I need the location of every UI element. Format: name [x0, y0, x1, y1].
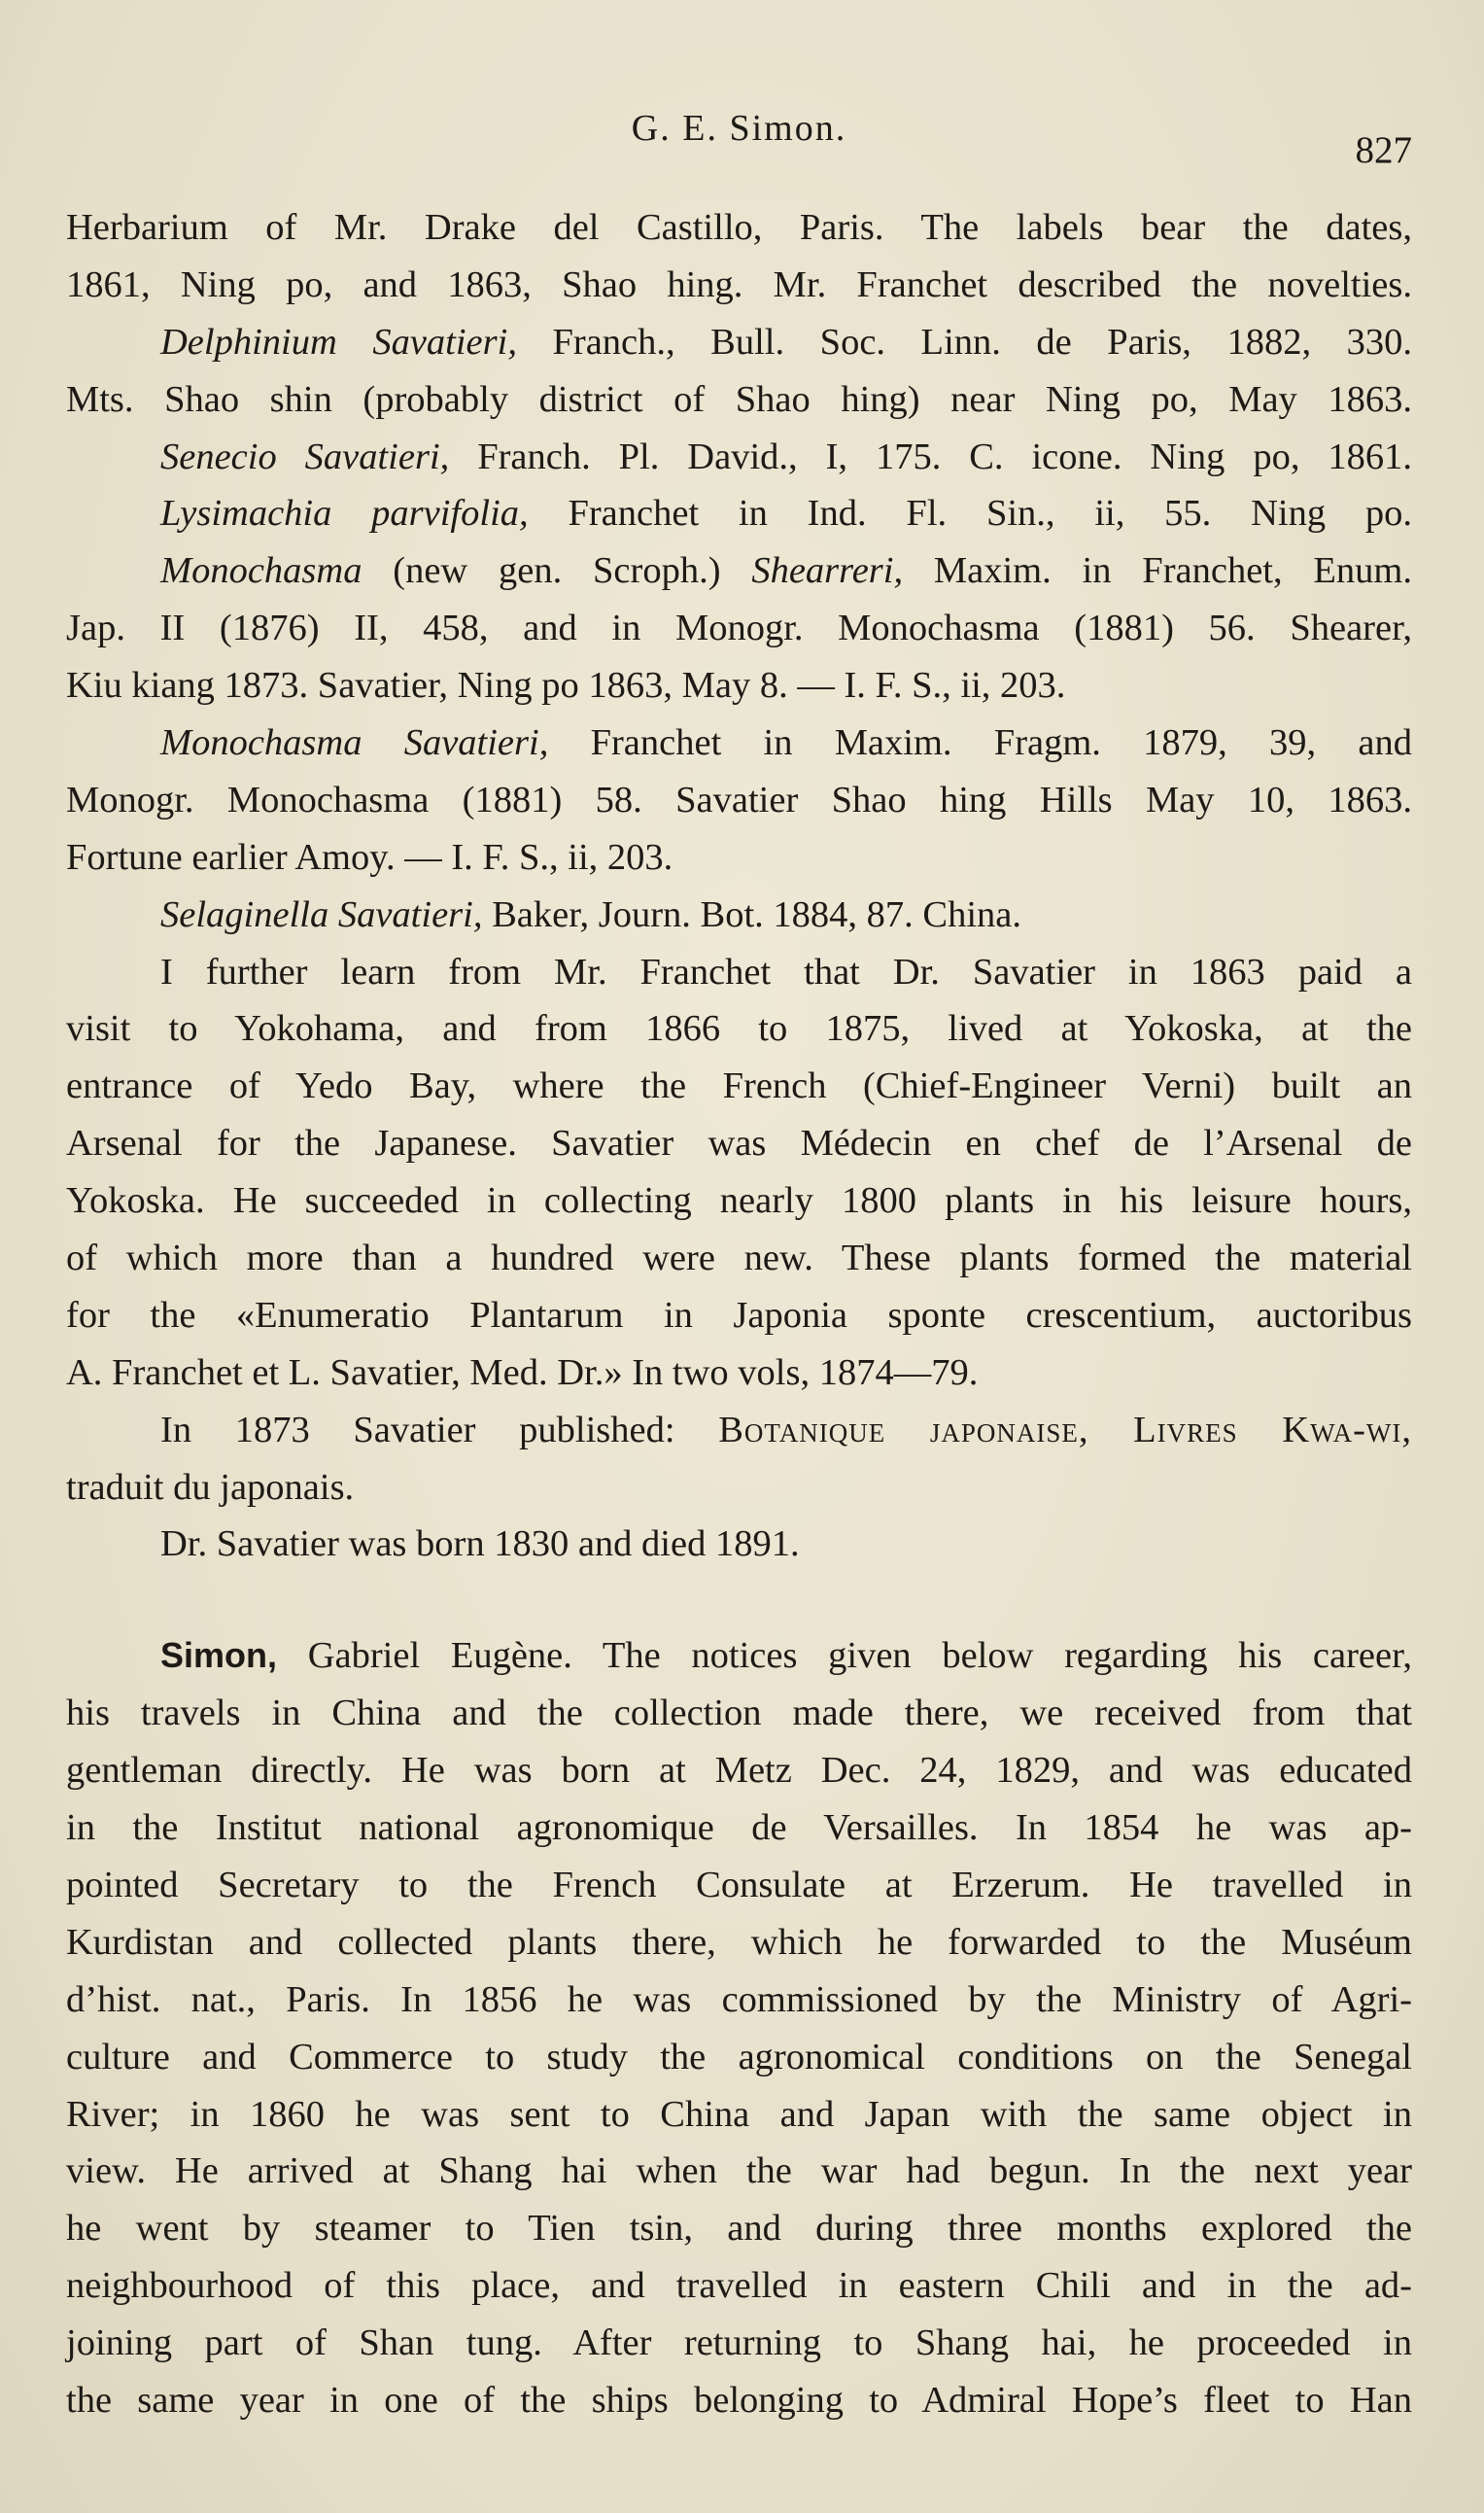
text-segment: Yokoska. He succeeded in collecting nearly 1800 plants in his leisure hours, [66, 1180, 1412, 1222]
species-entry [66, 715, 1412, 772]
text-segment: Herbarium of Mr. Drake del Castillo, Paris. The labels bear the dates, [66, 207, 1412, 248]
paragraph-start [66, 944, 1412, 1001]
running-head-text: G. E. Simon. [631, 108, 847, 149]
text-line [66, 1287, 1412, 1344]
species-entry [66, 485, 1412, 542]
text-line [66, 1459, 1412, 1517]
text-line [66, 1344, 1412, 1402]
text-segment: his travels in China and the collection made there, we received from that [66, 1693, 1412, 1734]
section-gap [66, 1573, 1412, 1627]
text-segment: d’hist. nat., Paris. In 1856 he was commissioned by the Ministry of Agri- [66, 1978, 1412, 2020]
text-line [66, 371, 1412, 429]
entry-heading-line [66, 1627, 1412, 1685]
text-line [66, 2257, 1412, 2315]
text-segment: Mts. Shao shin (probably district of Shao hing) near Ning po, May 1863. [66, 378, 1412, 420]
text-line [66, 257, 1412, 314]
text-segment: I further learn from Mr. Franchet that Dr. Savatier in 1863 paid a [160, 951, 1412, 993]
text-line [66, 1685, 1412, 1742]
text-segment: Dr. Savatier was born 1830 and died 1891. [160, 1523, 800, 1565]
text-segment: (new gen. Scroph.) [362, 550, 752, 592]
text-segment: Gabriel Eugène. The notices given below regarding his career, [277, 1635, 1412, 1677]
species-name: Lysimachia parvifolia, [160, 493, 529, 535]
text-line [66, 1115, 1412, 1172]
text-segment: Baker, Journ. Bot. 1884, 87. China. [482, 893, 1021, 935]
text-segment: Monogr. Monochasma (1881) 58. Savatier Shao hing Hills May 10, 1863. [66, 779, 1412, 820]
text-segment: Franchet in Maxim. Fragm. 1879, 39, and [548, 722, 1412, 764]
text-line [66, 1914, 1412, 1972]
species-name: Monochasma Savatieri, [160, 722, 549, 764]
text-segment: Franchet in Ind. Fl. Sin., ii, 55. Ning po. [528, 493, 1412, 535]
page-number: 827 [1355, 129, 1412, 171]
paragraph-start [66, 1516, 1412, 1573]
text-line [66, 600, 1412, 657]
text-segment: in the Institut national agronomique de Versailles. In 1854 he was ap- [66, 1807, 1412, 1849]
text-line [66, 1972, 1412, 2029]
text-line [66, 829, 1412, 887]
text-segment: the same year in one of the ships belonging to Admiral Hope’s fleet to Han [66, 2379, 1412, 2421]
text-line [66, 1172, 1412, 1230]
text-segment: 1861, Ning po, and 1863, Shao hing. Mr. Franchet described the novelties. [66, 263, 1412, 305]
text-segment: he went by steamer to Tien tsin, and during three months explored the [66, 2208, 1412, 2250]
species-name: Shearreri, [751, 550, 904, 592]
text-segment: traduit du japonais. [66, 1466, 355, 1508]
text-line [66, 2029, 1412, 2086]
text-line [66, 1000, 1412, 1058]
text-segment: pointed Secretary to the French Consulate at Erzerum. He travelled in [66, 1864, 1412, 1905]
text-line [66, 2200, 1412, 2257]
text-segment: A. Franchet et L. Savatier, Med. Dr.» In two vols, 1874—79. [66, 1351, 979, 1393]
text-segment: Fortune earlier Amoy. — I. F. S., ii, 203. [66, 836, 673, 878]
text-line [66, 1799, 1412, 1857]
species-entry [66, 429, 1412, 486]
text-segment: view. He arrived at Shang hai when the war had begun. In the next year [66, 2150, 1412, 2192]
text-segment: Maxim. in Franchet, Enum. [903, 550, 1412, 592]
paragraph-start [66, 1402, 1412, 1459]
text-line [66, 2372, 1412, 2429]
text-segment: for the «Enumeratio Plantarum in Japonia sponte crescentium, auctoribus [66, 1294, 1412, 1336]
text-segment: In 1873 Savatier published: [160, 1409, 719, 1450]
species-name: Selaginella Savatieri, [160, 893, 483, 935]
text-segment: Jap. II (1876) II, 458, and in Monogr. Monochasma (1881) 56. Shearer, [66, 608, 1412, 649]
book-title: Botanique japonaise, Livres Kwa-wi, [718, 1409, 1412, 1450]
text-line [66, 1230, 1412, 1287]
text-segment: entrance of Yedo Bay, where the French (Chief-Engineer Verni) built an [66, 1065, 1412, 1107]
text-line [66, 772, 1412, 829]
text-segment: culture and Commerce to study the agronomical conditions on the Senegal [66, 2036, 1412, 2077]
species-name: Monochasma [160, 550, 362, 592]
species-entry [66, 887, 1412, 944]
text-line [66, 1857, 1412, 1914]
text-segment: Franch. Pl. David., I, 175. C. icone. Ning po, 1861. [449, 436, 1412, 477]
text-segment: Kurdistan and collected plants there, which he forwarded to the Muséum [66, 1921, 1412, 1963]
species-name: Senecio Savatieri, [160, 436, 450, 477]
entry-name: Simon, [160, 1635, 278, 1676]
text-line [66, 2143, 1412, 2200]
running-head [66, 107, 1412, 150]
text-line [66, 1058, 1412, 1115]
text-segment: Arsenal for the Japanese. Savatier was Médecin en chef de l’Arsenal de [66, 1123, 1412, 1165]
text-segment: gentleman directly. He was born at Metz Dec. 24, 1829, and was educated [66, 1750, 1412, 1792]
page-header [66, 107, 1412, 171]
text-line [66, 1742, 1412, 1799]
text-segment: Kiu kiang 1873. Savatier, Ning po 1863, May 8. — I. F. S., ii, 203. [66, 665, 1066, 707]
text-segment: River; in 1860 he was sent to China and Japan with the same object in [66, 2093, 1412, 2135]
body-text [66, 199, 1412, 2429]
text-line [66, 2315, 1412, 2372]
species-entry [66, 314, 1412, 371]
text-line [66, 199, 1412, 257]
text-segment: joining part of Shan tung. After returning to Shang hai, he proceeded in [66, 2322, 1412, 2364]
text-segment: visit to Yokohama, and from 1866 to 1875, lived at Yokoska, at the [66, 1008, 1412, 1050]
text-segment: Franch., Bull. Soc. Linn. de Paris, 1882, 330. [516, 321, 1412, 363]
text-line [66, 2086, 1412, 2144]
text-segment: of which more than a hundred were new. These plants formed the material [66, 1238, 1412, 1279]
text-line [66, 657, 1412, 715]
text-segment: neighbourhood of this place, and travelled in eastern Chili and in the ad- [66, 2265, 1412, 2307]
species-name: Delphinium Savatieri, [160, 321, 517, 363]
species-entry [66, 542, 1412, 600]
